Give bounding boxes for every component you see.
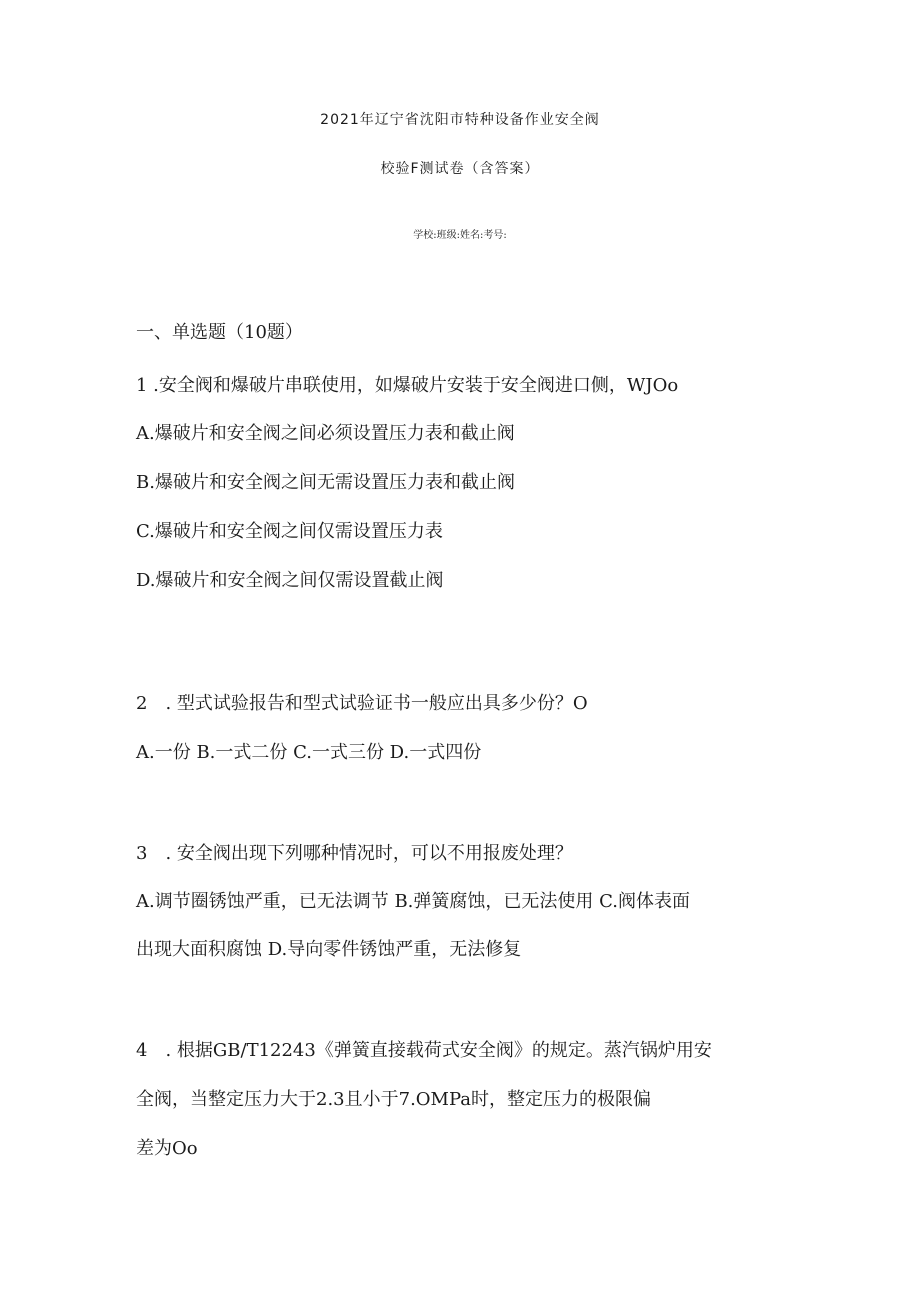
question-4-stem-line-3: 差为Oo	[136, 1138, 198, 1159]
student-info-line: 学校:班级:姓名:考号:	[413, 230, 507, 241]
document-title-line-2: 校验F测试卷（含答案）	[380, 161, 540, 177]
question-2-options: A.一份 B.一式二份 C.一式三份 D.一式四份	[136, 742, 482, 763]
question-1-option-b: B.爆破片和安全阀之间无需设置压力表和截止阀	[136, 472, 515, 493]
question-3-options-line-1: A.调节圈锈蚀严重，已无法调节 B.弹簧腐蚀，已无法使用 C.阀体表面	[136, 891, 690, 912]
question-1-stem: 1 .安全阀和爆破片串联使用，如爆破片安装于安全阀进口侧，WJOo	[136, 375, 679, 396]
question-2-stem: 2 . 型式试验报告和型式试验证书一般应出具多少份？O	[136, 693, 588, 714]
section-heading: 一、单选题（10题）	[136, 322, 303, 343]
document-title-line-1: 2021年辽宁省沈阳市特种设备作业安全阀	[320, 112, 600, 128]
question-1-option-c: C.爆破片和安全阀之间仅需设置压力表	[136, 521, 443, 542]
question-1-option-a: A.爆破片和安全阀之间必须设置压力表和截止阀	[136, 423, 515, 444]
question-4-stem-line-2: 全阀，当整定压力大于2.3且小于7.OMPa时，整定压力的极限偏	[136, 1089, 652, 1110]
question-3-options-line-2: 出现大面积腐蚀 D.导向零件锈蚀严重，无法修复	[136, 939, 522, 960]
question-4-stem-line-1: 4 . 根据GB/T12243《弹簧直接载荷式安全阀》的规定。蒸汽锅炉用安	[136, 1040, 712, 1061]
question-1-option-d: D.爆破片和安全阀之间仅需设置截止阀	[136, 570, 444, 591]
question-3-stem: 3 . 安全阀出现下列哪种情况时，可以不用报废处理？	[136, 843, 573, 864]
